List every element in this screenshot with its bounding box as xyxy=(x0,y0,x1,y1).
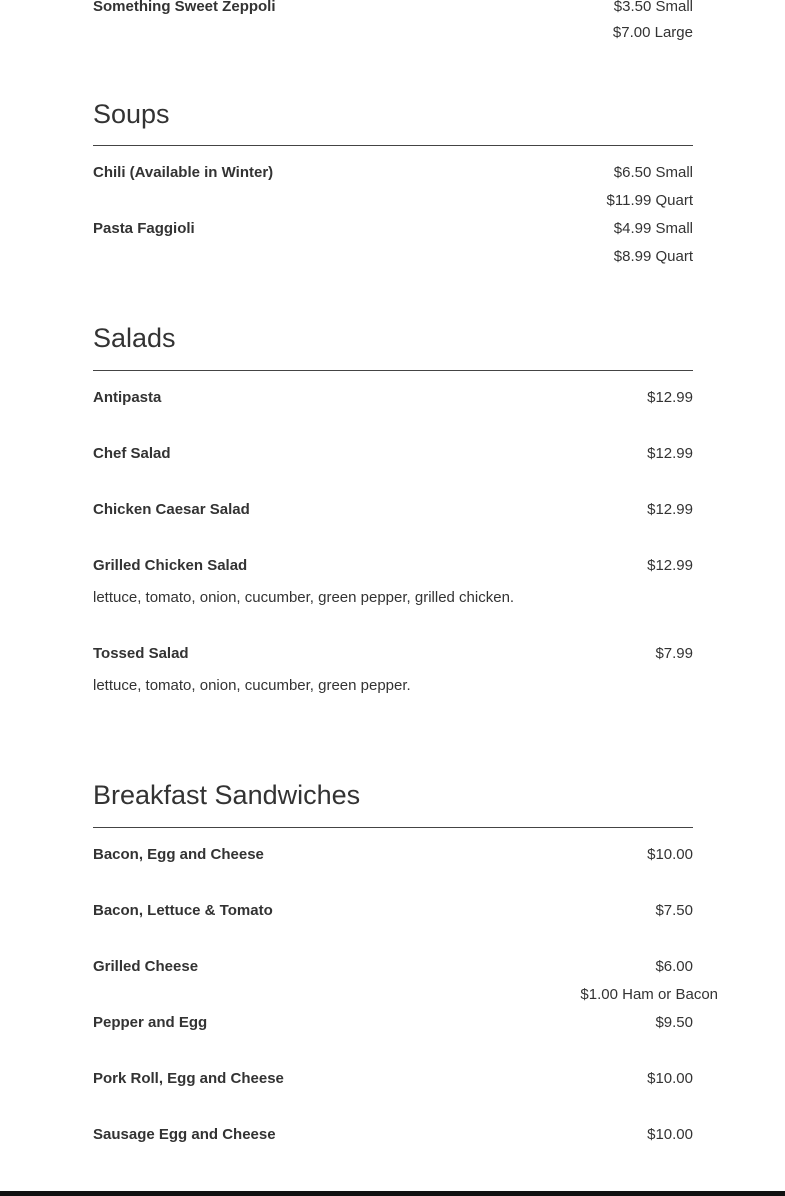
item-price: $9.50 xyxy=(655,1014,693,1031)
menu-item-bacon-egg-cheese xyxy=(93,841,693,869)
menu-item-blt xyxy=(93,897,693,925)
item-description: lettuce, tomato, onion, cucumber, green pepper, grilled chicken. xyxy=(93,589,515,606)
item-price: $10.00 xyxy=(647,1070,693,1087)
menu-item-chicken-caesar-salad xyxy=(93,496,693,524)
menu-item-zeppoli-large xyxy=(93,19,693,47)
section-title-soups: Soups xyxy=(93,99,170,129)
menu-item-grilled-cheese-extra xyxy=(93,981,718,1009)
item-price-quart: $11.99 Quart xyxy=(606,192,693,209)
item-name: Grilled Chicken Salad xyxy=(93,557,248,574)
menu-item-pasta-faggioli-quart xyxy=(93,243,693,271)
menu-item-grilled-cheese xyxy=(93,953,693,981)
item-price: $12.99 xyxy=(647,389,693,406)
section-title-breakfast-sandwiches: Breakfast Sandwiches xyxy=(93,780,361,810)
item-price: $12.99 xyxy=(647,445,693,462)
item-price-large: $7.00 Large xyxy=(612,24,693,41)
item-name: Chicken Caesar Salad xyxy=(93,501,250,518)
menu-item-sausage-egg-cheese xyxy=(93,1121,693,1149)
item-name: Antipasta xyxy=(93,389,162,406)
menu-item-zeppoli xyxy=(93,0,693,21)
menu-item-antipasta xyxy=(93,384,693,412)
menu-item-pasta-faggioli xyxy=(93,215,693,243)
item-price: $7.50 xyxy=(655,902,693,919)
item-name: Chef Salad xyxy=(93,445,171,462)
menu-item-pork-roll-egg-cheese xyxy=(93,1065,693,1093)
item-extra-price: $1.00 Ham or Bacon xyxy=(580,986,718,1003)
item-price: $7.99 xyxy=(655,645,693,662)
menu-item-grilled-chicken-salad xyxy=(93,552,693,580)
item-price: $10.00 xyxy=(647,846,693,863)
item-name: Bacon, Lettuce & Tomato xyxy=(93,902,273,919)
item-name: Pasta Faggioli xyxy=(93,220,195,237)
item-name: Sausage Egg and Cheese xyxy=(93,1126,276,1143)
item-price: $6.00 xyxy=(655,958,693,975)
section-divider xyxy=(93,370,693,371)
item-name: Grilled Cheese xyxy=(93,958,199,975)
item-description: lettuce, tomato, onion, cucumber, green pepper. xyxy=(93,677,411,694)
item-price-small: $6.50 Small xyxy=(613,164,693,181)
section-title-salads: Salads xyxy=(93,323,176,353)
item-name: Bacon, Egg and Cheese xyxy=(93,846,264,863)
section-divider xyxy=(93,827,693,828)
menu-item-chili xyxy=(93,159,693,187)
item-price-small: $4.99 Small xyxy=(613,220,693,237)
item-name: Tossed Salad xyxy=(93,645,189,662)
menu-item-pepper-and-egg xyxy=(93,1009,693,1037)
item-name: Pepper and Egg xyxy=(93,1014,208,1031)
item-price-quart: $8.99 Quart xyxy=(613,248,693,265)
menu-item-chef-salad xyxy=(93,440,693,468)
item-price: $12.99 xyxy=(647,501,693,518)
item-name: Something Sweet Zeppoli xyxy=(93,0,276,15)
item-price-small: $3.50 Small xyxy=(613,0,693,15)
item-name: Pork Roll, Egg and Cheese xyxy=(93,1070,284,1087)
menu-item-chili-quart xyxy=(93,187,693,215)
menu-item-tossed-salad xyxy=(93,640,693,668)
item-name: Chili (Available in Winter) xyxy=(93,164,274,181)
section-divider xyxy=(93,145,693,146)
item-price: $10.00 xyxy=(647,1126,693,1143)
footer-bar xyxy=(0,1191,785,1196)
item-price: $12.99 xyxy=(647,557,693,574)
